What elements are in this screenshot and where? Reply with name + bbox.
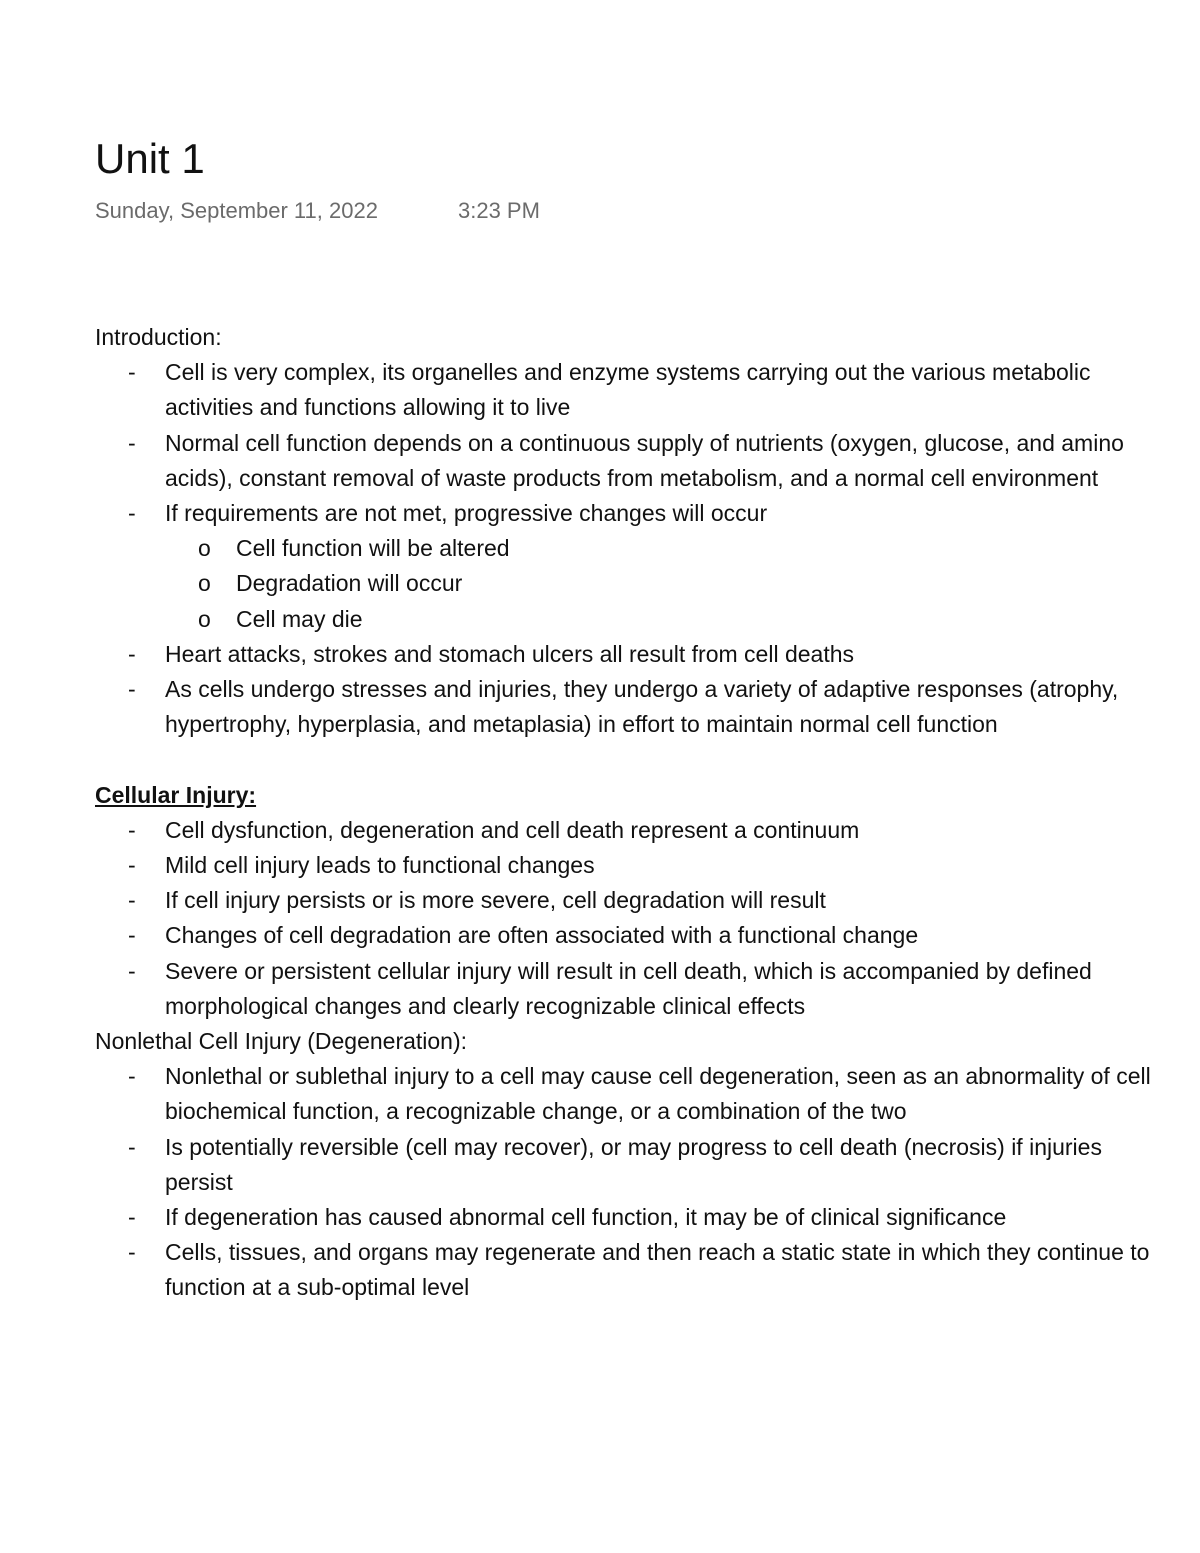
sub-list-item	[95, 566, 1155, 601]
list-item	[95, 672, 1155, 742]
list-item-text: Changes of cell degradation are often associated with a functional change	[165, 922, 919, 949]
list-item	[95, 355, 1155, 425]
page-time: 3:23 PM	[458, 198, 540, 223]
sub-list-item-text: Degradation will occur	[236, 570, 463, 597]
cellular-injury-heading	[95, 778, 1155, 813]
sub-list-item	[95, 531, 1155, 566]
circle-bullet: o	[198, 535, 211, 562]
list-item	[95, 637, 1155, 672]
dash-bullet: -	[128, 1063, 136, 1090]
cellular-injury-heading-text: Cellular Injury:	[95, 781, 257, 808]
sub-list-item	[95, 602, 1155, 637]
list-item-text: As cells undergo stresses and injuries, they undergo a variety of adaptive responses (atrophy, hypertrophy, hyperplasia, and metaplasia) in effort to maintain normal cell function	[165, 676, 1119, 738]
intro-list	[95, 355, 1155, 742]
list-item-text: Nonlethal or sublethal injury to a cell may cause cell degeneration, seen as an abnormality of cell biochemical function, a recognizable change, or a combination of the two	[165, 1063, 1151, 1125]
list-item-text: Normal cell function depends on a continuous supply of nutrients (oxygen, glucose, and amino acids), constant removal of waste products from metabolism, and a normal cell environment	[165, 429, 1124, 491]
list-item-text: Severe or persistent cellular injury will result in cell death, which is accompanied by defined morphological changes and clearly recognizable clinical effects	[165, 957, 1092, 1019]
intro-sublist	[165, 531, 1155, 637]
dash-bullet: -	[128, 852, 136, 878]
dash-bullet: -	[128, 1133, 136, 1160]
list-item	[95, 496, 1155, 637]
list-item-text: Cell is very complex, its organelles and enzyme systems carrying out the various metabolic activities and functions allowing it to live	[165, 359, 1091, 421]
dash-bullet: -	[128, 359, 136, 386]
list-item	[95, 954, 1155, 1024]
list-item	[95, 426, 1155, 496]
dash-bullet: -	[128, 676, 136, 703]
page-date: Sunday, September 11, 2022	[95, 198, 378, 223]
blank-line	[95, 742, 1155, 777]
list-item-text: Mild cell injury leads to functional changes	[165, 852, 595, 878]
list-item	[95, 1235, 1155, 1305]
nonlethal-list	[95, 1059, 1155, 1305]
list-item-text: If requirements are not met, progressive changes will occur	[165, 500, 768, 526]
intro-heading: Introduction:	[95, 324, 222, 350]
list-item-text: Is potentially reversible (cell may recover), or may progress to cell death (necrosis) if injuries persist	[165, 1133, 1102, 1195]
list-item	[95, 883, 1155, 918]
dash-bullet: -	[128, 1239, 136, 1266]
circle-bullet: o	[198, 570, 211, 597]
dash-bullet: -	[128, 887, 136, 914]
list-item	[95, 848, 1155, 883]
sub-list-item-text: Cell may die	[236, 605, 363, 632]
note-page	[95, 130, 1155, 1306]
circle-bullet: o	[198, 605, 211, 632]
list-item-text: Heart attacks, strokes and stomach ulcers all result from cell deaths	[165, 640, 855, 667]
page-title: Unit 1	[95, 135, 205, 182]
list-item-text: Cell dysfunction, degeneration and cell death represent a continuum	[165, 816, 860, 843]
dash-bullet: -	[128, 500, 136, 526]
nonlethal-heading: Nonlethal Cell Injury (Degeneration):	[95, 1028, 468, 1055]
list-item-text: If degeneration has caused abnormal cell function, it may be of clinical significance	[165, 1204, 1007, 1231]
dash-bullet: -	[128, 922, 136, 949]
dash-bullet: -	[128, 816, 136, 843]
list-item-text: Cells, tissues, and organs may regenerate and then reach a static state in which they continue to function at a sub-optimal level	[165, 1239, 1150, 1301]
list-item	[95, 1130, 1155, 1200]
dash-bullet: -	[128, 957, 136, 984]
dash-bullet: -	[128, 429, 136, 456]
list-item-text: If cell injury persists or is more severe, cell degradation will result	[165, 887, 826, 914]
sub-list-item-text: Cell function will be altered	[236, 535, 510, 562]
list-item	[95, 1200, 1155, 1235]
list-item	[95, 918, 1155, 953]
dash-bullet: -	[128, 1204, 136, 1231]
dash-bullet: -	[128, 640, 136, 667]
list-item	[95, 1059, 1155, 1129]
cellular-injury-list	[95, 813, 1155, 1024]
list-item	[95, 813, 1155, 848]
page-datetime	[95, 198, 1155, 230]
note-content	[95, 320, 1155, 1306]
